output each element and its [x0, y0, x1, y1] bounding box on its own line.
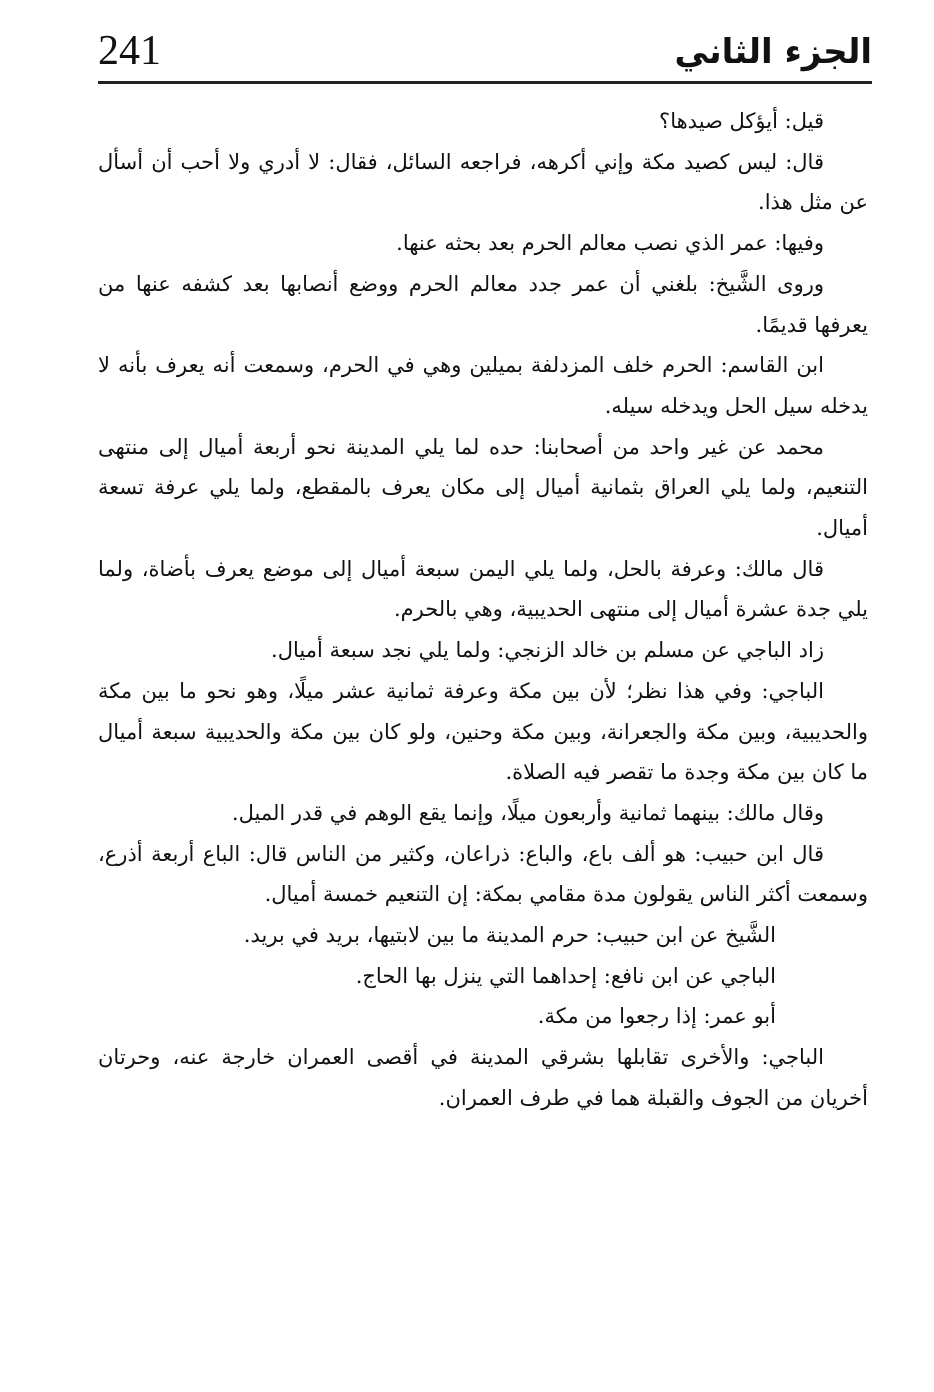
- page-header: [98, 22, 872, 84]
- paragraph-15: الباجي: والأخرى تقابلها بشرقي المدينة في أقصى العمران خارجة عنه، وحرتان أخريان من الجوف والقبلة هما في طرف العمران.: [98, 1045, 868, 1110]
- paragraph-6: محمد عن غير واحد من أصحابنا: حده لما يلي المدينة نحو أربعة أميال إلى منتهى التنعيم، ولما يلي العراق بثمانية أميال إلى مكان يعرف بالمقطع، ولما يلي عرفة تسعة أميال.: [98, 434, 868, 541]
- paragraph-9: الباجي: وفي هذا نظر؛ لأن بين مكة وعرفة ثمانية عشر ميلًا، وهو نحو ما بين مكة والحديبية، وبين مكة والجعرانة، وبين مكة وحنين، ولو كان بين مكة والحديبية سبعة أميال ما كان بين مكة وجدة ما تقصر فيه الصلاة.: [98, 678, 868, 785]
- paragraph-10: وقال مالك: بينهما ثمانية وأربعون ميلًا، وإنما يقع الوهم في قدر الميل.: [231, 800, 824, 825]
- running-head: الجزء الثاني: [674, 32, 872, 72]
- body-text: [98, 101, 868, 1119]
- page-number: 241: [98, 28, 161, 74]
- paragraph-11: قال ابن حبيب: هو ألف باع، والباع: ذراعان، وكثير من الناس قال: الباع أربعة أذرع، وسمعت أكثر الناس يقولون مدة مقامي بمكة: إن التنعيم خمسة أميال.: [98, 841, 868, 907]
- paragraph-5: ابن القاسم: الحرم خلف المزدلفة بميلين وهي في الحرم، وسمعت أنه يعرف بأنه لا يدخله سيل الحل ويدخله سيله.: [98, 353, 868, 418]
- header-rule: [98, 81, 872, 84]
- paragraph-1: قيل: أيؤكل صيدها؟: [659, 109, 824, 133]
- paragraph-8: زاد الباجي عن مسلم بن خالد الزنجي: ولما يلي نجد سبعة أميال.: [271, 638, 824, 663]
- paragraph-12: الشَّيخ عن ابن حبيب: حرم المدينة ما بين لابتيها، بريد في بريد.: [243, 923, 776, 948]
- paragraph-4: وروى الشَّيخ: بلغني أن عمر جدد معالم الحرم ووضع أنصابها بعد كشفه عنها من يعرفها قديمًا.: [98, 271, 868, 337]
- paragraph-13: الباجي عن ابن نافع: إحداهما التي ينزل بها الحاج.: [355, 963, 776, 988]
- paragraph-14: أبو عمر: إذا رجعوا من مكة.: [537, 1004, 776, 1029]
- paragraph-2: قال: ليس كصيد مكة وإني أكرهه، فراجعه السائل، فقال: لا أدري ولا أحب أن أسأل عن مثل هذا.: [98, 149, 868, 215]
- paragraph-3: وفيها: عمر الذي نصب معالم الحرم بعد بحثه عنها.: [396, 231, 824, 256]
- paragraph-7: قال مالك: وعرفة بالحل، ولما يلي اليمن سبعة أميال إلى موضع يعرف بأضاة، ولما يلي جدة عشرة أميال إلى منتهى الحديبية، وهي بالحرم.: [98, 556, 868, 622]
